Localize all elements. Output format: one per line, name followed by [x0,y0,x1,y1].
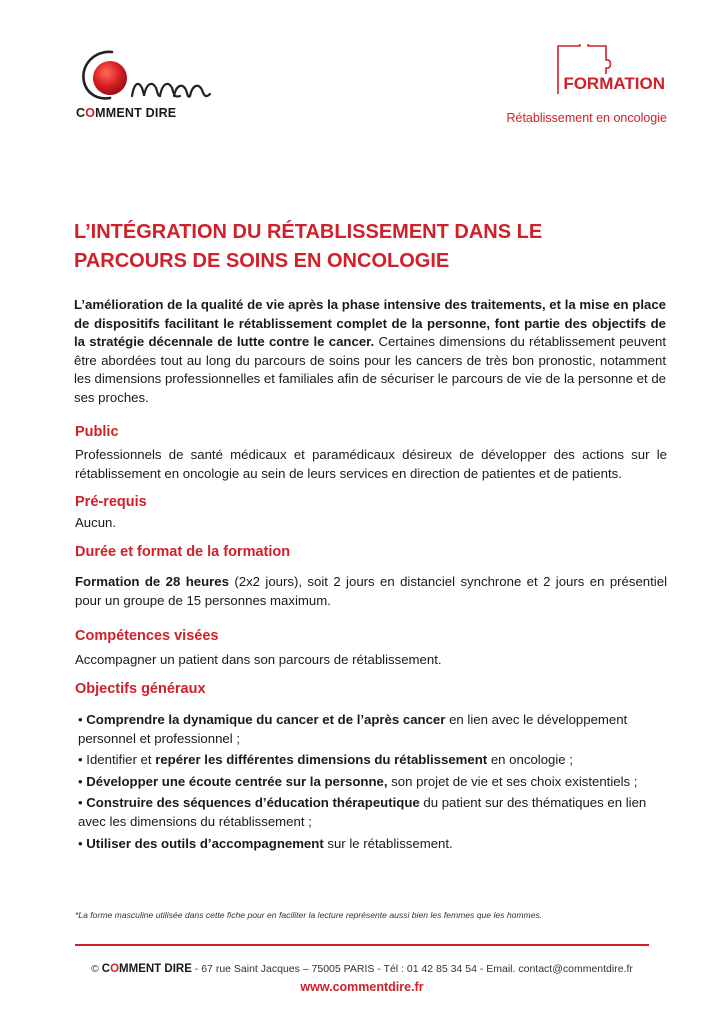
duree-rest: (2x2 jours), soit 2 jours en distanciel synchrone et 2 jours en présentiel pour un groupe de 15 personnes maximum. [75,574,668,608]
section-heading-prerequis: Pré-requis [75,494,147,510]
footer-website-link[interactable]: www.commentdire.fr [300,980,424,994]
section-text-public: Professionnels de santé médicaux et paramédicaux désireux de développer des actions sur le rétablissement en oncologie au sein de leurs services en direction de patientes et de patients. [75,447,667,481]
duree-bold: Formation de 28 heures [75,574,229,589]
page-title: L’INTÉGRATION DU RÉTABLISSEMENT DANS LE PARCOURS DE SOINS EN ONCOLOGIE [74,221,543,272]
section-heading-duree: Durée et format de la formation [75,544,291,560]
intro-rest: Certaines dimensions du rétablissement peuvent être abordées tout au long du parcours de soins pour les cancers de très bon pronostic, notamment les dimensions professionnelles et familiales afin de sécuriser le parcours de vie de la personne et de ses proches. [74,334,666,405]
logo-emblem [74,44,214,106]
formation-label: FORMATION [563,74,665,93]
section-heading-objectifs: Objectifs généraux [75,681,206,697]
section-heading-public: Public [75,424,119,440]
formation-subtitle: Rétablissement en oncologie [506,111,667,125]
section-text-prerequis: Aucun. [75,515,117,530]
objectives-list [78,711,668,856]
footer-divider [75,944,649,946]
company-logo [74,44,214,124]
list-item: • Développer une écoute centrée sur la personne, son projet de vie et ses choix existentiels ; [78,773,638,789]
list-item: • Comprendre la dynamique du cancer et de l’après cancer en lien avec le développement personnel et professionnel ; [78,712,628,746]
list-item: • Utiliser des outils d’accompagnement sur le rétablissement. [78,835,453,851]
section-heading-competences: Compétences visées [75,628,219,644]
list-item: • Identifier et repérer les différentes dimensions du rétablissement en oncologie ; [78,752,573,768]
intro-paragraph [74,296,666,408]
section-text-competences: Accompagner un patient dans son parcours de rétablissement. [75,652,442,667]
section-text-duree [75,573,667,610]
intro-bold: L’amélioration de la qualité de vie après la phase intensive des traitements, et la mise en place de dispositifs facilitant le rétablissement complet de la personne, font partie des objectifs de la stratégie décennale de lutte contre le cancer. [74,297,666,350]
logo-wordmark: COMMENT DIRE [76,106,177,120]
list-item: • Construire des séquences d’éducation thérapeutique du patient sur des thématiques en lien avec les dimensions du rétablissement ; [78,795,647,829]
footer-contact: © COMMENT DIRE - 67 rue Saint Jacques – 75005 PARIS - Tél : 01 42 85 34 54 - Email. contact@commentdire.fr [91,963,633,975]
footnote: *La forme masculine utilisée dans cette fiche pour en faciliter la lecture représente aussi bien les femmes que les hommes. [75,910,543,920]
